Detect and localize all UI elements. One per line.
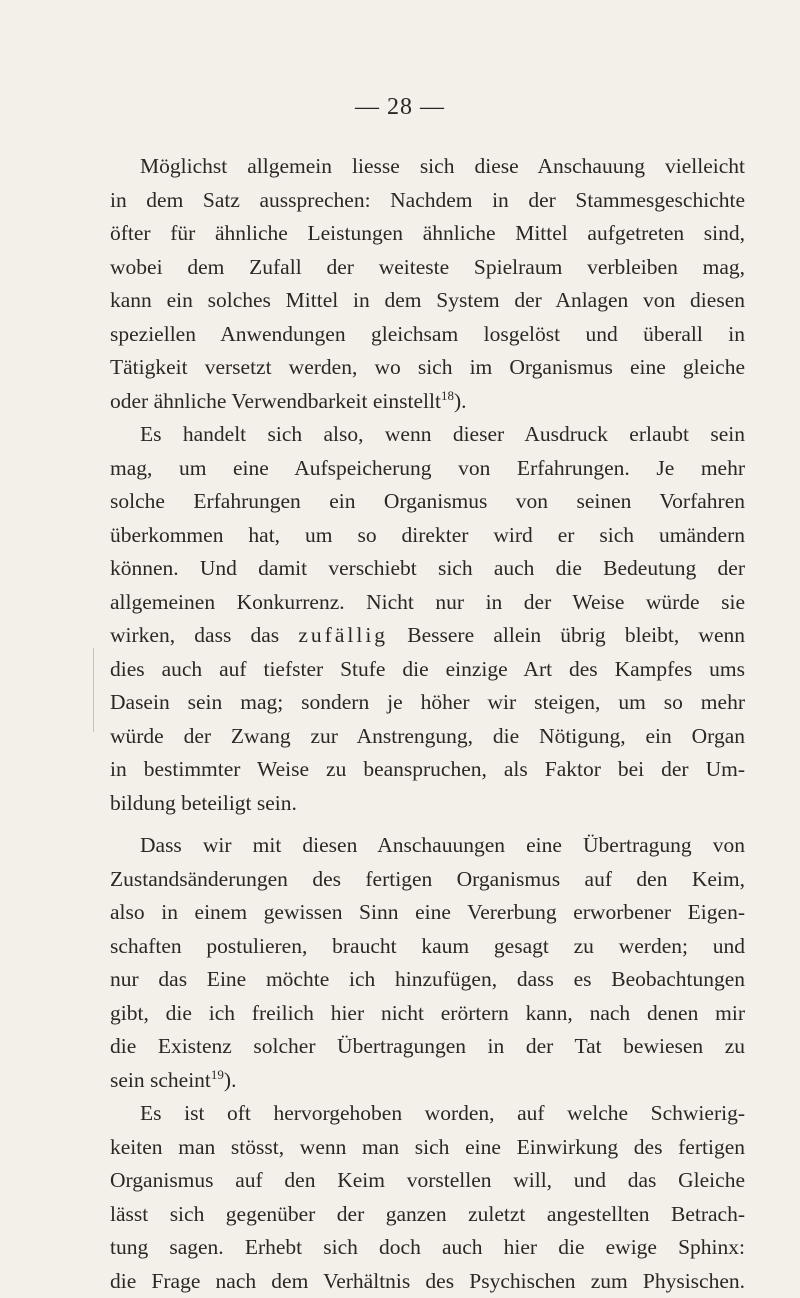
text-line: speziellen Anwendungen gleichsam losgelöst und überall in — [110, 318, 745, 352]
page-number: — 28 — — [0, 94, 800, 121]
footnote-marker: 18 — [441, 388, 454, 403]
text-fragment: wirken, dass das — [110, 623, 298, 647]
paragraph-4 — [110, 1097, 745, 1298]
text-line — [110, 619, 745, 653]
text-fragment: ). — [224, 1068, 237, 1092]
text-line: würde der Zwang zur Anstrengung, die Nötigung, ein Organ — [110, 720, 745, 754]
text-line — [110, 1064, 745, 1098]
emphasized-word: zufällig — [298, 623, 388, 647]
text-line: Es ist oft hervorgehoben worden, auf welche Schwierig- — [110, 1097, 745, 1131]
paragraph-gap — [110, 820, 745, 829]
text-line: in bestimmter Weise zu beanspruchen, als Faktor bei der Um- — [110, 753, 745, 787]
text-line: Tätigkeit versetzt werden, wo sich im Organismus eine gleiche — [110, 351, 745, 385]
margin-mark — [93, 648, 94, 732]
text-fragment: Bessere allein übrig bleibt, wenn — [388, 623, 745, 647]
text-line: gibt, die ich freilich hier nicht erörtern kann, nach denen mir — [110, 997, 745, 1031]
text-fragment: sein scheint — [110, 1068, 211, 1092]
text-line: also in einem gewissen Sinn eine Vererbung erworbener Eigen- — [110, 896, 745, 930]
text-line: können. Und damit verschiebt sich auch die Bedeutung der — [110, 552, 745, 586]
text-line: lässt sich gegenüber der ganzen zuletzt angestellten Betrach- — [110, 1198, 745, 1232]
text-line: nur das Eine möchte ich hinzufügen, dass es Beobachtungen — [110, 963, 745, 997]
text-line: Es handelt sich also, wenn dieser Ausdruck erlaubt sein — [110, 418, 745, 452]
text-line: allgemeinen Konkurrenz. Nicht nur in der Weise würde sie — [110, 586, 745, 620]
text-line: schaften postulieren, braucht kaum gesagt zu werden; und — [110, 930, 745, 964]
text-line — [110, 385, 745, 419]
paragraph-1 — [110, 150, 745, 418]
text-line: überkommen hat, um so direkter wird er sich umändern — [110, 519, 745, 553]
text-line: Dasein sein mag; sondern je höher wir steigen, um so mehr — [110, 686, 745, 720]
text-line: mag, um eine Aufspeicherung von Erfahrungen. Je mehr — [110, 452, 745, 486]
body-text — [110, 150, 745, 1298]
text-line: solche Erfahrungen ein Organismus von seinen Vorfahren — [110, 485, 745, 519]
text-line: kann ein solches Mittel in dem System der Anlagen von diesen — [110, 284, 745, 318]
text-line: öfter für ähnliche Leistungen ähnliche Mittel aufgetreten sind, — [110, 217, 745, 251]
text-line: bildung beteiligt sein. — [110, 787, 745, 821]
text-line: die Frage nach dem Verhältnis des Psychischen zum Physischen. — [110, 1265, 745, 1298]
text-line: Dass wir mit diesen Anschauungen eine Übertragung von — [110, 829, 745, 863]
text-line: die Existenz solcher Übertragungen in der Tat bewiesen zu — [110, 1030, 745, 1064]
text-line: tung sagen. Erhebt sich doch auch hier die ewige Sphinx: — [110, 1231, 745, 1265]
text-line: dies auch auf tiefster Stufe die einzige Art des Kampfes ums — [110, 653, 745, 687]
text-fragment: oder ähnliche Verwendbarkeit einstellt — [110, 389, 441, 413]
text-line: Organismus auf den Keim vorstellen will, und das Gleiche — [110, 1164, 745, 1198]
text-line: keiten man stösst, wenn man sich eine Einwirkung des fertigen — [110, 1131, 745, 1165]
text-fragment: ). — [454, 389, 467, 413]
text-line: Zustandsänderungen des fertigen Organismus auf den Keim, — [110, 863, 745, 897]
paragraph-2 — [110, 418, 745, 820]
paragraph-3 — [110, 829, 745, 1097]
footnote-marker: 19 — [211, 1067, 224, 1082]
text-line: in dem Satz aussprechen: Nachdem in der Stammesgeschichte — [110, 184, 745, 218]
text-line: wobei dem Zufall der weiteste Spielraum verbleiben mag, — [110, 251, 745, 285]
text-line: Möglichst allgemein liesse sich diese Anschauung vielleicht — [110, 150, 745, 184]
